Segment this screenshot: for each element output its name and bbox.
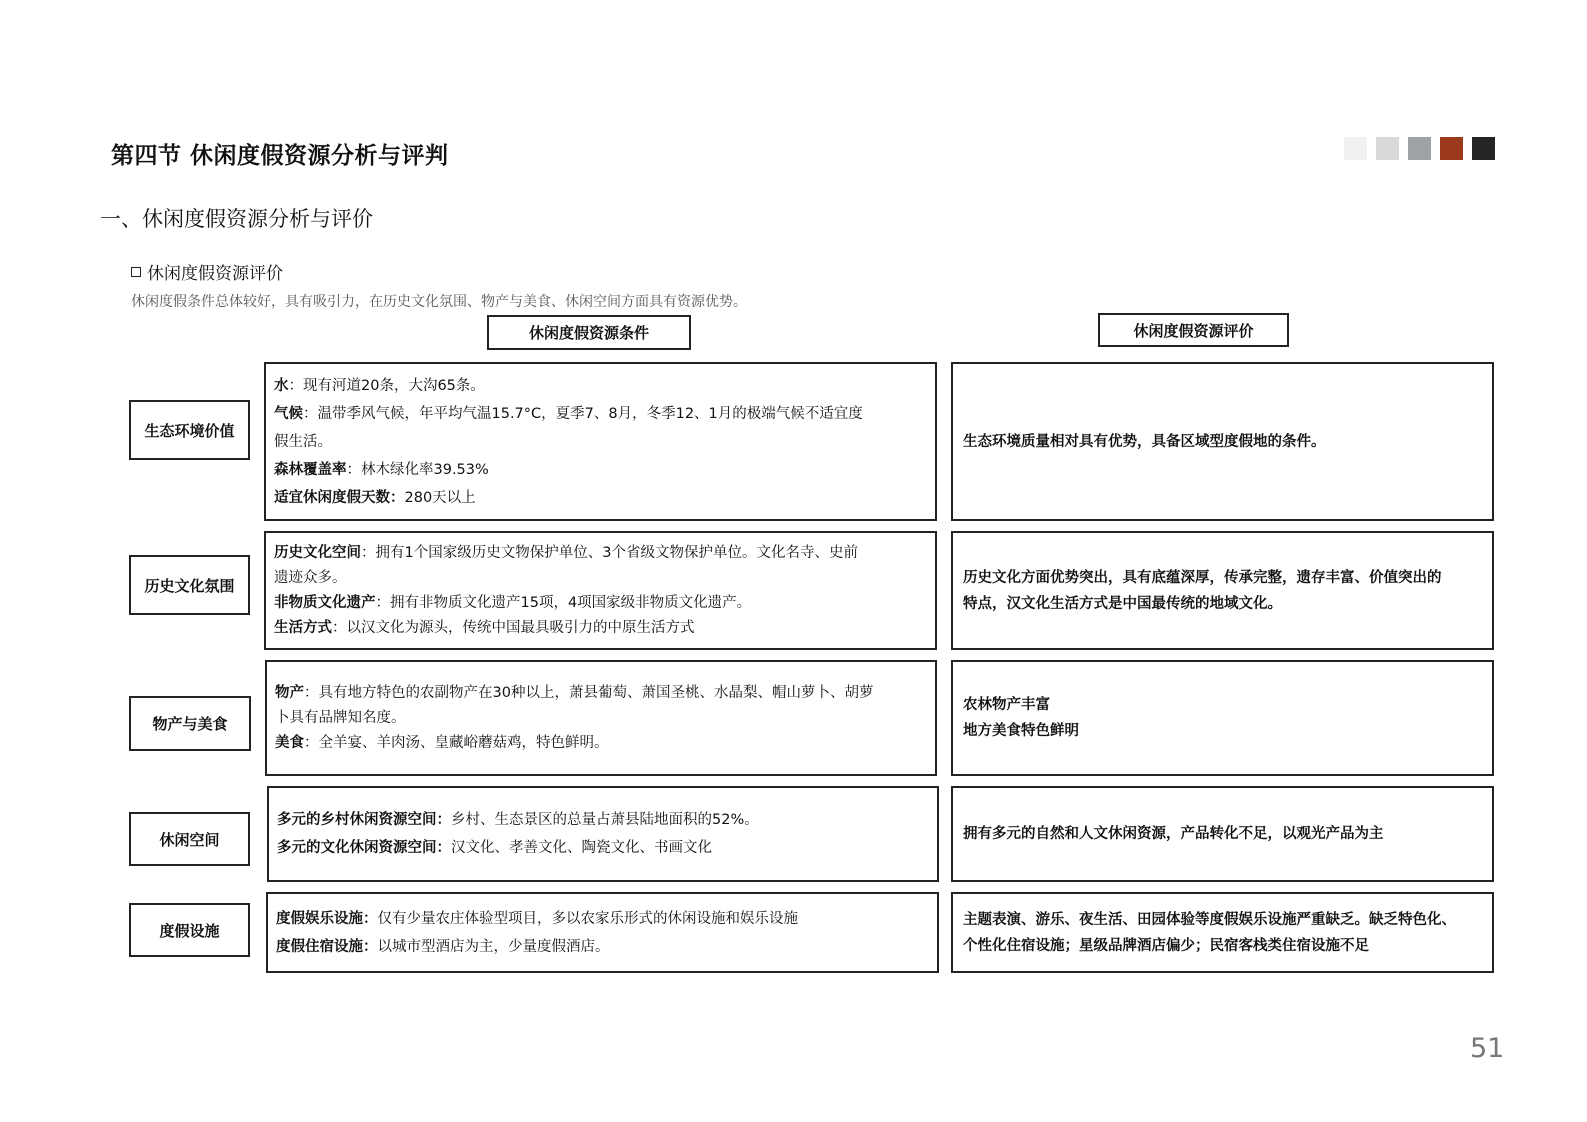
condition-line [276,905,929,933]
intro-text: 休闲度假条件总体较好，具有吸引力，在历史文化氛围、物产与美食、休闲空间方面具有资源优势。 [131,294,747,310]
category-box: 度假设施 [129,903,250,957]
condition-label: 度假娱乐设施： [276,910,378,927]
condition-label: 生活方式 [274,619,332,636]
subsection-heading [131,259,283,284]
evaluation-line: 主题表演、游乐、夜生活、田园体验等度假娱乐设施严重缺乏。缺乏特色化、 [963,911,1456,928]
condition-text: 汉文化、孝善文化、陶瓷文化、书画文化 [451,840,712,856]
category-box: 生态环境价值 [129,400,250,460]
condition-text: ：以汉文化为源头，传统中国最具吸引力的中原生活方式 [332,619,695,636]
condition-text: 卜具有品牌知名度。 [275,709,406,726]
condition-text: 遗迹众多。 [274,569,347,586]
conditions-box [267,786,939,882]
condition-line [277,834,929,862]
color-swatch-strip [1344,137,1495,160]
evaluation-line: 农林物产丰富 [963,697,1050,713]
conditions-box [264,531,937,650]
condition-line [275,731,927,756]
condition-text: 乡村、生态景区的总量占萧县陆地面积的52%。 [451,812,759,828]
condition-line [274,616,927,641]
condition-text: 以城市型酒店为主，少量度假酒店。 [377,938,610,955]
condition-line [274,456,927,484]
condition-line [275,681,927,706]
condition-label: 历史文化空间 [274,544,361,561]
condition-label: 度假住宿设施： [276,938,378,955]
condition-text: ：现有河道20条，大沟65条。 [288,377,485,394]
condition-line [274,566,927,591]
condition-line [274,591,927,616]
condition-text: ：拥有非物质文化遗产15项，4项国家级非物质文化遗产。 [375,594,752,611]
condition-line [276,933,929,961]
conditions-header: 休闲度假资源条件 [487,315,691,350]
condition-label: 水 [274,377,289,394]
condition-label: 美食 [275,734,304,751]
evaluation-box [951,531,1494,650]
category-box: 物产与美食 [129,696,251,751]
color-swatch [1472,137,1495,160]
subtitle: 一、休闲度假资源分析与评价 [100,207,373,231]
condition-line [275,706,927,731]
condition-line [274,541,927,566]
conditions-box [264,362,937,521]
condition-text: ：拥有1个国家级历史文物保护单位、3个省级文物保护单位。文化名寺、史前 [361,544,858,561]
condition-text: ：林木绿化率39.53% [346,461,489,478]
evaluation-line: 生态环境质量相对具有优势，具备区域型度假地的条件。 [963,433,1326,450]
evaluation-box [951,362,1494,521]
condition-text: 280天以上 [404,489,476,506]
condition-label: 物产 [275,684,304,701]
condition-text: ：温带季风气候，年平均气温15.7°C，夏季7、8月，冬季12、1月的极端气候不适宜度 [303,405,863,422]
evaluation-line: 特点，汉文化生活方式是中国最传统的地域文化。 [963,595,1282,612]
evaluation-line: 个性化住宿设施；星级品牌酒店偏少；民宿客栈类住宿设施不足 [963,937,1369,954]
condition-label: 非物质文化遗产 [274,594,376,611]
section-title: 第四节 休闲度假资源分析与评判 [111,143,449,169]
condition-text: ：具有地方特色的农副物产在30种以上，萧县葡萄、萧国圣桃、水晶梨、帽山萝卜、胡萝 [304,684,874,701]
evaluation-line: 地方美食特色鲜明 [963,723,1079,739]
evaluation-header: 休闲度假资源评价 [1098,313,1289,347]
conditions-box [265,660,937,776]
color-swatch [1376,137,1399,160]
category-box: 休闲空间 [129,812,250,866]
subsection-label: 休闲度假资源评价 [147,264,283,284]
condition-label: 适宜休闲度假天数： [274,489,405,506]
evaluation-box [951,660,1494,776]
evaluation-box [951,786,1494,882]
conditions-box [266,892,939,973]
condition-text: 假生活。 [274,433,332,450]
category-box: 历史文化氛围 [129,555,250,615]
condition-label: 气候 [274,405,303,422]
page-number: 51 [1470,1033,1505,1064]
condition-text: 仅有少量农庄体验型项目，多以农家乐形式的休闲设施和娱乐设施 [377,910,798,927]
evaluation-box [951,892,1494,973]
color-swatch [1440,137,1463,160]
condition-line [274,372,927,400]
condition-line [274,428,927,456]
color-swatch [1408,137,1431,160]
condition-label: 森林覆盖率 [274,461,347,478]
square-bullet-icon [131,267,141,277]
evaluation-line: 历史文化方面优势突出，具有底蕴深厚，传承完整，遗存丰富、价值突出的 [963,569,1442,586]
color-swatch [1344,137,1367,160]
condition-line [274,484,927,512]
condition-line [277,806,929,834]
condition-label: 多元的文化休闲资源空间： [277,840,451,856]
condition-text: ：全羊宴、羊肉汤、皇藏峪蘑菇鸡，特色鲜明。 [304,734,609,751]
condition-label: 多元的乡村休闲资源空间： [277,812,451,828]
condition-line [274,400,927,428]
evaluation-line: 拥有多元的自然和人文休闲资源，产品转化不足，以观光产品为主 [963,826,1384,842]
